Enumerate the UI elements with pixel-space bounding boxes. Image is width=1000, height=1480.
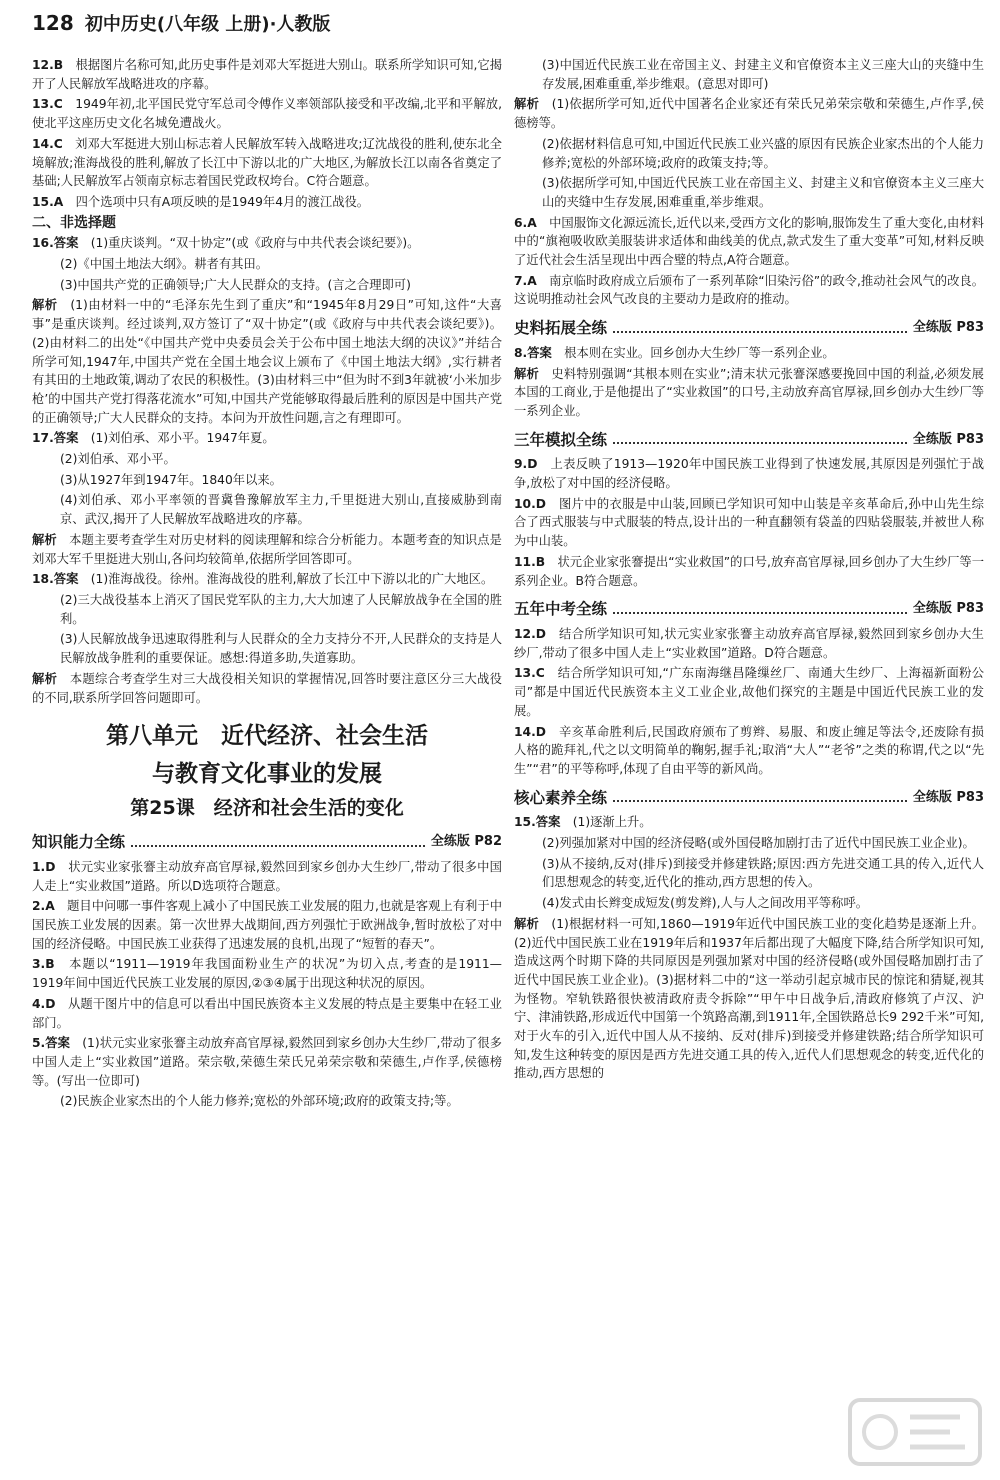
analysis-5: 解析 (1)依据所学可知,近代中国著名企业家还有荣氏兄弟荣宗敬和荣德生,卢作孚,侯德榜等。 bbox=[514, 97, 984, 131]
band-ref: 全练版 P83 bbox=[912, 431, 984, 447]
unit-title-line1: 第八单元 近代经济、社会生活 bbox=[106, 723, 428, 750]
answer-8: 8.答案 根本则在实业。回乡创办大生纱厂等一系列企业。 bbox=[514, 345, 835, 360]
answer-16: 16.答案 (1)重庆谈判。“双十协定”(或《政府与中共代表会谈纪要》)。 bbox=[32, 236, 420, 251]
band-ref: 全练版 P83 bbox=[912, 789, 984, 805]
answer-3: 3.B 本题以“1911—1919年我国面粉业生产的状况”为切入点,考查的是1911—1919年间中国近代民族工业发展的原因,②③④属于出现这种状况的原因。 bbox=[32, 957, 502, 991]
unit-title bbox=[32, 717, 502, 793]
answer-13: 13.C 1949年初,北平国民党守军总司令傅作义率领部队接受和平改编,北平和平解放,使北平这座历史文化名城免遭战火。 bbox=[32, 97, 502, 131]
answer-9: 9.D 上表反映了1913—1920年中国民族工业得到了快速发展,其原因是列强忙于战争,放松了对中国的经济侵略。 bbox=[514, 457, 984, 491]
answer-16-line: (2)《中国土地法大纲》。耕者有其田。 bbox=[60, 257, 269, 272]
answer-2: 2.A 题目中问哪一事件客观上减小了中国民族工业发展的阻力,也就是客观上有利于中国民族工业发展的因素。第一次世界大战期间,西方列强忙于欧洲战争,暂时放松了对中国的经济侵略。中国民族工业获得了迅速发展的良机,出现了“短暂的春天”。 bbox=[32, 899, 502, 951]
answer-12-right: 12.D 结合所学知识可知,状元实业家张謇主动放弃高官厚禄,毅然回到家乡创办大生纱厂,带动了很多中国人走上“实业救国”道路。D符合题意。 bbox=[514, 626, 984, 660]
answer-10: 10.D 图片中的衣服是中山装,回顾已学知识可知中山装是辛亥革命后,孙中山先生综合了西式服装与中式服装的特点,设计出的一种直翻领有袋盖的四贴袋服装,并被世人称为中山装。 bbox=[514, 496, 984, 549]
band-title: 知识能力全练 bbox=[32, 833, 126, 852]
answer-11: 11.B 状元企业家张謇提出“实业救国”的口号,放弃高官厚禄,回乡创办了大生纱厂等一系列企业。B符合题意。 bbox=[514, 554, 984, 588]
analysis-16: 解析 (1)由材料一中的“毛泽东先生到了重庆”和“1945年8月29日”可知,这件“大喜事”是重庆谈判。经过谈判,双方签订了“双十协定”(或《政府与中共代表会谈纪要》)。(2)由材料二的出处“《中国共产党中央委员会关于公布中国土地法大纲的决议》”并结合所学可知,1947年,中国共产党在全国土地会议上颁布了《中国土地法大纲》,实行耕者有其田的土地政策,调动了农民的积极性。(3)由材料三中“但为时不到3年就被‘小米加步枪’的中国共产党打得落花流水”可知,中国共产党能够取得最后胜利的原因是中国共产党的正确领导;广大人民群众的支持。本问为开放性问题,言之有理即可。 bbox=[32, 298, 502, 425]
band-ref: 全练版 P83 bbox=[912, 320, 984, 336]
section-band-sources bbox=[514, 319, 984, 338]
dotted-leader bbox=[131, 845, 425, 847]
answer-15-right: 15.答案 (1)逐渐上升。 bbox=[514, 815, 652, 830]
band-ref: 全练版 P83 bbox=[912, 601, 984, 617]
analysis-15: 解析 (1)根据材料一可知,1860—1919年近代中国民族工业的变化趋势是逐渐上升。(2)近代中国民族工业在1919年后和1937年后都出现了大幅度下降,结合所学知识可知,造成这两个时期下降的共同原因是列强加紧对中国的经济侵略(或外国侵略加剧打击了近代中国民族工业企业)。(3)据材料二中的“这一举动引起京城市民的惊诧和猜疑,视其为怪物。窄轨铁路很快被清政府责令拆除”“甲午中日战争后,清政府修筑了卢汉、沪宁、津浦铁路,形成近代中国第一个筑路高潮,到1911年,全国铁路总长9 292千米”可知,对于火车的引入,近代中国人从不接纳、反对(排斥)到接受并修建铁路;结合所学知识可知,发生这种转变的原因是西方先进交通工具的传入,近代人们思想观念的转变,近代化的推动,西方思想的 bbox=[514, 916, 984, 1081]
analysis-5-line: (3)依据所学可知,中国近代民族工业在帝国主义、封建主义和官僚资本主义三座大山的夹缝中生存发展,困难重重,举步维艰。 bbox=[542, 176, 984, 209]
analysis-18: 解析 本题综合考查学生对三大战役相关知识的掌握情况,回答时要注意区分三大战役的不同,联系所学回答问题即可。 bbox=[32, 671, 502, 705]
band-title: 五年中考全练 bbox=[514, 600, 608, 619]
watermark-logo-icon bbox=[840, 1392, 990, 1472]
dotted-leader bbox=[613, 331, 907, 333]
section-band-knowledge bbox=[32, 833, 502, 852]
dotted-leader bbox=[613, 612, 907, 614]
answer-4: 4.D 从题干图片中的信息可以看出中国民族资本主义发展的特点是主要集中在轻工业部门。 bbox=[32, 996, 502, 1030]
analysis-5-line: (2)依据材料信息可知,中国近代民族工业兴盛的原因有民族企业家杰出的个人能力修养;宽松的外部环境;政府的政策支持;等。 bbox=[542, 136, 984, 170]
section-band-five-year bbox=[514, 600, 984, 619]
right-column bbox=[514, 56, 984, 1085]
answer-5-cont: (3)中国近代民族工业在帝国主义、封建主义和官僚资本主义三座大山的夹缝中生存发展,困难重重,举步维艰。(意思对即可) bbox=[542, 58, 984, 91]
answer-15: 15.A 四个选项中只有A项反映的是1949年4月的渡江战役。 bbox=[32, 194, 370, 209]
answer-18-line: (3)人民解放战争迅速取得胜利与人民群众的全力支持分不开,人民群众的支持是人民解放战争胜利的重要保证。感想:得道多助,失道寡助。 bbox=[60, 632, 502, 666]
answer-6: 6.A 中国服饰文化源远流长,近代以来,受西方文化的影响,服饰发生了重大变化,由材料中的“旗袍吸收欧美服装讲求适体和曲线美的优点,款式发生了重大变革”可知,材料反映了近代社会生活呈现出中西合璧的特点,A符合题意。 bbox=[514, 215, 984, 268]
dotted-leader bbox=[613, 442, 907, 444]
answer-12: 12.B 根据图片名称可知,此历史事件是刘邓大军挺进大别山。联系所学知识可知,它揭开了人民解放军战略进攻的序幕。 bbox=[32, 58, 502, 91]
answer-17: 17.答案 (1)刘伯承、邓小平。1947年夏。 bbox=[32, 431, 275, 446]
answer-15-line: (4)发式由长辫变成短发(剪发辫),人与人之间改用平等称呼。 bbox=[542, 896, 869, 911]
band-title: 三年模拟全练 bbox=[514, 430, 608, 449]
answer-17-line: (4)刘伯承、邓小平率领的晋冀鲁豫解放军主力,千里挺进大别山,直接威胁到南京、武汉,揭开了人民解放军战略进攻的序幕。 bbox=[60, 493, 502, 527]
page-header bbox=[32, 10, 972, 44]
answer-17-line: (2)刘伯承、邓小平。 bbox=[60, 452, 176, 467]
analysis-8: 解析 史料特别强调“其根本则在实业”;清末状元张謇深感要挽回中国的利益,必须发展本国的工商业,于是他提出了“实业救国”的口号,主动放弃高官厚禄,回乡创办大生纱厂等一系列企业。 bbox=[514, 366, 984, 418]
answer-14-right: 14.D 辛亥革命胜利后,民国政府颁布了剪辫、易服、和废止缠足等法令,还废除有损人格的跪拜礼,代之以文明简单的鞠躬,握手礼;取消“大人”“老爷”之类的称谓,代之以“先生”“君”的平等称呼,体现了自由平等的新风尚。 bbox=[514, 724, 984, 776]
answer-17-line: (3)从1927年到1947年。1840年以来。 bbox=[60, 472, 282, 487]
answer-15-line: (3)从不接纳,反对(排斥)到接受并修建铁路;原因:西方先进交通工具的传入,近代人们思想观念的转变,近代化的推动,西方思想的传入。 bbox=[542, 856, 984, 890]
answer-15-line: (2)列强加紧对中国的经济侵略(或外国侵略加剧打击了近代中国民族工业企业)。 bbox=[542, 836, 975, 851]
page-number: 128 bbox=[32, 11, 74, 35]
section-title-nonchoice: 二、非选择题 bbox=[32, 214, 116, 231]
answer-5-line: (2)民族企业家杰出的个人能力修养;宽松的外部环境;政府的政策支持;等。 bbox=[60, 1094, 459, 1109]
running-title: 初中历史(八年级 上册)·人教版 bbox=[84, 14, 331, 35]
answer-18-line: (2)三大战役基本上消灭了国民党军队的主力,大大加速了人民解放战争在全国的胜利。 bbox=[60, 592, 502, 626]
answer-1: 1.D 状元实业家张謇主动放弃高官厚禄,毅然回到家乡创办大生纱厂,带动了很多中国人走上“实业救国”道路。所以D选项符合题意。 bbox=[32, 859, 502, 893]
analysis-17: 解析 本题主要考查学生对历史材料的阅读理解和综合分析能力。本题考查的知识点是刘邓大军千里挺进大别山,各问均较简单,依据所学回答即可。 bbox=[32, 532, 502, 566]
answer-16-line: (3)中国共产党的正确领导;广大人民群众的支持。(言之合理即可) bbox=[60, 277, 411, 292]
section-band-three-year bbox=[514, 431, 984, 450]
answer-13-right: 13.C 结合所学知识可知,“广东南海继昌隆缫丝厂、南通大生纱厂、上海福新面粉公司”都是中国近代民族资本主义工业企业,故他们探究的主题是中国近代民族工业的发展。 bbox=[514, 666, 984, 718]
dotted-leader bbox=[613, 800, 907, 802]
section-band-core bbox=[514, 789, 984, 808]
answer-18: 18.答案 (1)淮海战役。徐州。淮海战役的胜利,解放了长江中下游以北的广大地区。 bbox=[32, 572, 494, 587]
band-title: 史料拓展全练 bbox=[514, 319, 608, 338]
band-title: 核心素养全练 bbox=[514, 788, 608, 807]
left-column bbox=[32, 56, 502, 1113]
answer-14: 14.C 刘邓大军挺进大别山标志着人民解放军转入战略进攻;辽沈战役的胜利,使东北全境解放;淮海战役的胜利,解放了长江中下游以北的广大地区,为解放长江以南各省奠定了基础;人民解放军占领南京标志着国民党政权垮台。C符合题意。 bbox=[32, 136, 502, 189]
unit-title-line2: 与教育文化事业的发展 bbox=[152, 761, 382, 788]
answer-7: 7.A 南京临时政府成立后颁布了一系列革除“旧染污俗”的政令,推动社会风气的改良。这说明推动社会风气改良的主要动力是政府的推动。 bbox=[514, 273, 984, 307]
answer-5: 5.答案 (1)状元实业家张謇主动放弃高官厚禄,毅然回到家乡创办大生纱厂,带动了很多中国人走上“实业救国”道路。荣宗敬,荣德生荣氏兄弟荣宗敬和荣德生,卢作孚,侯德榜等。(写出一位即可) bbox=[32, 1036, 502, 1088]
lesson-title: 第25课 经济和社会生活的变化 bbox=[130, 797, 404, 820]
band-ref: 全练版 P82 bbox=[430, 834, 502, 850]
